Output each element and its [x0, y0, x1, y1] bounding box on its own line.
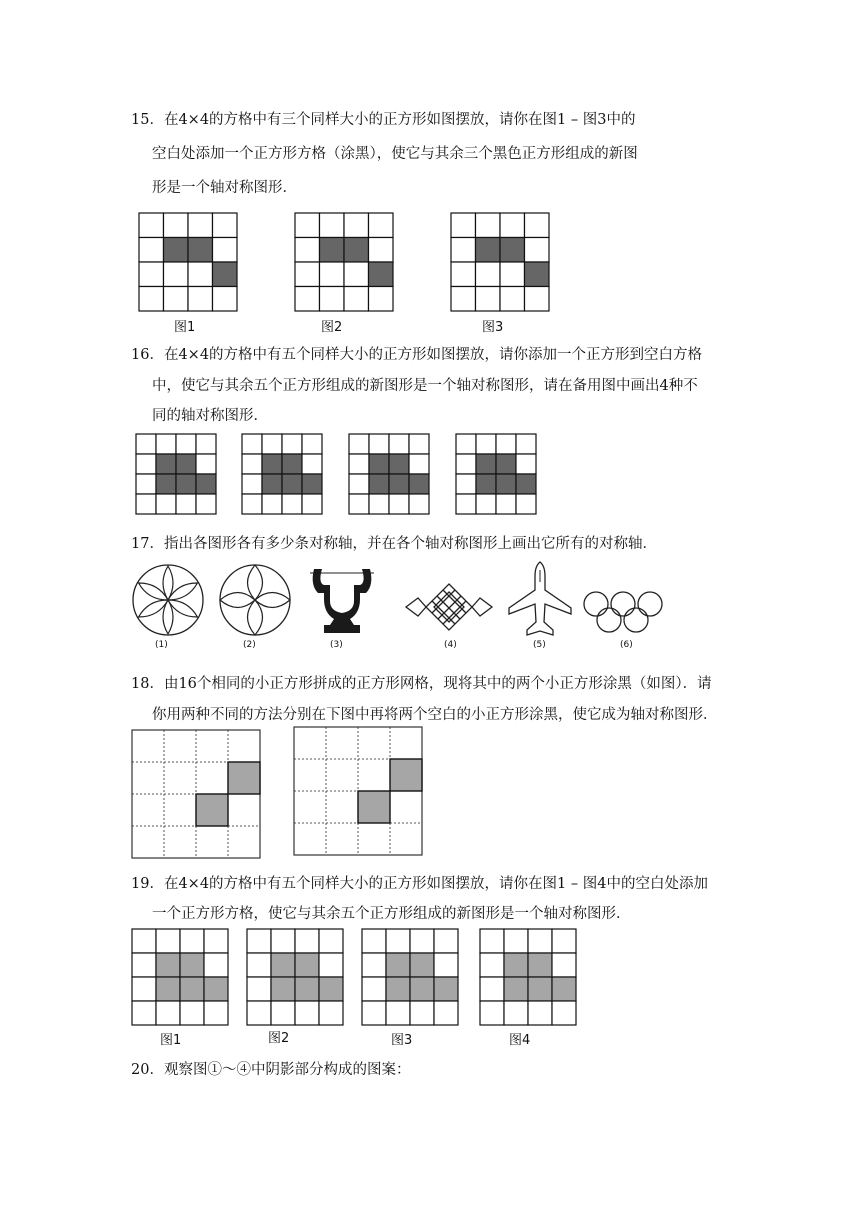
- grid-cell: [362, 929, 386, 953]
- grid-cell-shaded: [262, 454, 282, 474]
- grid-cell: [386, 1001, 410, 1025]
- grid-cell: [344, 287, 369, 312]
- grid-cell: [132, 929, 156, 953]
- q15-caption-3: 图3: [482, 320, 504, 335]
- q20-number: 20．: [131, 1062, 164, 1078]
- grid-cell: [528, 929, 552, 953]
- q17-figure-2-four-petal-flower: [218, 563, 292, 637]
- grid-cell: [434, 929, 458, 953]
- grid-cell: [139, 262, 164, 287]
- q18-figure-1: [131, 729, 261, 859]
- grid-cell: [271, 929, 295, 953]
- grid-cell-shaded: [302, 474, 322, 494]
- grid-cell-shaded: [196, 474, 216, 494]
- grid-cell-shaded: [410, 977, 434, 1001]
- grid-cell: [476, 213, 501, 238]
- q17-figure-6-five-rings: [582, 590, 666, 636]
- grid-cell: [476, 494, 496, 514]
- grid-cell-shaded: [389, 454, 409, 474]
- grid-cell: [302, 494, 322, 514]
- grid-cell: [451, 238, 476, 263]
- q19-caption-3: 图3: [391, 1033, 413, 1048]
- grid-cell: [319, 1001, 343, 1025]
- grid-cell: [480, 929, 504, 953]
- q19-caption-1: 图1: [160, 1033, 182, 1048]
- q17-figure-5-airplane: [505, 560, 575, 638]
- grid-cell: [386, 929, 410, 953]
- grid-cell: [320, 287, 345, 312]
- grid-cell-shaded: [180, 977, 204, 1001]
- grid-cell-shaded: [282, 474, 302, 494]
- grid-cell-shaded: [386, 953, 410, 977]
- grid-cell: [295, 262, 320, 287]
- grid-cell: [262, 494, 282, 514]
- q15-line2: 空白处添加一个正方形方格（涂黑），使它与其余三个黑色正方形组成的新图: [152, 146, 638, 162]
- grid-cell: [504, 929, 528, 953]
- grid-cell: [196, 454, 216, 474]
- grid-cell: [525, 287, 550, 312]
- grid-cell-shaded: [188, 238, 213, 263]
- grid-cell-shaded: [504, 977, 528, 1001]
- grid-cell: [349, 494, 369, 514]
- q19-caption-4: 图4: [509, 1033, 531, 1048]
- q17-label-3: (3): [330, 640, 343, 650]
- grid-cell: [516, 494, 536, 514]
- grid-cell: [496, 494, 516, 514]
- grid-cell: [156, 929, 180, 953]
- grid-cell: [213, 287, 238, 312]
- grid-cell: [344, 262, 369, 287]
- q15-number: 15．: [131, 112, 164, 128]
- grid-cell: [525, 213, 550, 238]
- q17-label-5: (5): [533, 640, 546, 650]
- grid-cell-shaded: [156, 474, 176, 494]
- grid-cell: [369, 238, 394, 263]
- grid-cell: [349, 434, 369, 454]
- q15-caption-1: 图1: [174, 320, 196, 335]
- grid-cell-shaded: [228, 762, 260, 794]
- grid-cell-shaded: [390, 759, 422, 791]
- grid-cell: [242, 474, 262, 494]
- q19-figure-1: [131, 928, 227, 1024]
- grid-cell: [456, 454, 476, 474]
- grid-cell: [176, 494, 196, 514]
- grid-cell-shaded: [476, 238, 501, 263]
- grid-cell-shaded: [176, 454, 196, 474]
- q17-number: 17．: [131, 536, 164, 552]
- grid-cell-shaded: [271, 977, 295, 1001]
- q17-label-4: (4): [444, 640, 457, 650]
- grid-cell: [369, 287, 394, 312]
- grid-cell: [139, 238, 164, 263]
- grid-cell: [132, 953, 156, 977]
- grid-cell-shaded: [369, 474, 389, 494]
- grid-cell: [516, 434, 536, 454]
- grid-cell: [362, 1001, 386, 1025]
- grid-cell-shaded: [344, 238, 369, 263]
- q17-line1: 17．指出各图形各有多少条对称轴，并在各个轴对称图形上画出它所有的对称轴．: [131, 536, 657, 552]
- grid-cell: [136, 494, 156, 514]
- q15-figure-2: [294, 212, 394, 312]
- grid-cell: [362, 953, 386, 977]
- grid-cell: [456, 474, 476, 494]
- grid-cell: [196, 494, 216, 514]
- grid-cell: [247, 953, 271, 977]
- grid-cell-shaded: [516, 474, 536, 494]
- grid-cell: [164, 262, 189, 287]
- grid-cell: [196, 434, 216, 454]
- grid-cell: [282, 434, 302, 454]
- grid-cell: [349, 454, 369, 474]
- grid-cell: [344, 213, 369, 238]
- grid-cell-shaded: [213, 262, 238, 287]
- grid-cell-shaded: [528, 977, 552, 1001]
- grid-cell-shaded: [410, 953, 434, 977]
- grid-cell: [552, 929, 576, 953]
- grid-cell: [480, 1001, 504, 1025]
- grid-cell: [409, 494, 429, 514]
- grid-cell: [504, 1001, 528, 1025]
- grid-cell-shaded: [319, 977, 343, 1001]
- grid-cell: [156, 1001, 180, 1025]
- grid-cell: [139, 287, 164, 312]
- grid-cell: [389, 434, 409, 454]
- grid-cell: [319, 953, 343, 977]
- q15-figure-1: [138, 212, 238, 312]
- grid-cell: [295, 929, 319, 953]
- grid-cell-shaded: [204, 977, 228, 1001]
- grid-cell: [136, 454, 156, 474]
- q19-figure-4: [479, 928, 575, 1024]
- grid-cell-shaded: [196, 794, 228, 826]
- grid-cell: [242, 434, 262, 454]
- q17-figure-1-six-petal-flower: [131, 563, 205, 637]
- grid-cell: [480, 977, 504, 1001]
- grid-cell: [188, 287, 213, 312]
- grid-cell: [389, 494, 409, 514]
- q19-caption-2: 图2: [268, 1031, 290, 1046]
- q15-line3: 形是一个轴对称图形．: [152, 180, 297, 196]
- grid-cell: [552, 1001, 576, 1025]
- grid-cell: [349, 474, 369, 494]
- grid-cell: [188, 213, 213, 238]
- grid-cell: [456, 494, 476, 514]
- grid-cell: [204, 1001, 228, 1025]
- q16-line2: 中，使它与其余五个正方形组成的新图形是一个轴对称图形，请在备用图中画出4种不: [152, 378, 698, 394]
- grid-cell: [410, 1001, 434, 1025]
- grid-cell-shaded: [176, 474, 196, 494]
- grid-cell: [164, 287, 189, 312]
- grid-cell-shaded: [358, 791, 390, 823]
- grid-cell: [500, 213, 525, 238]
- q16-figure-4: [455, 433, 537, 515]
- grid-cell: [132, 977, 156, 1001]
- grid-cell-shaded: [552, 977, 576, 1001]
- grid-cell: [295, 238, 320, 263]
- grid-cell: [528, 1001, 552, 1025]
- grid-cell-shaded: [409, 474, 429, 494]
- grid-cell: [204, 953, 228, 977]
- q15-caption-2: 图2: [321, 320, 343, 335]
- grid-cell: [247, 929, 271, 953]
- grid-cell-shaded: [504, 953, 528, 977]
- grid-cell-shaded: [389, 474, 409, 494]
- grid-cell-shaded: [282, 454, 302, 474]
- grid-cell: [410, 929, 434, 953]
- grid-cell-shaded: [369, 262, 394, 287]
- grid-cell: [164, 213, 189, 238]
- grid-cell: [320, 262, 345, 287]
- grid-cell: [295, 213, 320, 238]
- grid-cell-shaded: [434, 977, 458, 1001]
- grid-cell-shaded: [528, 953, 552, 977]
- grid-cell-shaded: [295, 977, 319, 1001]
- grid-cell: [369, 213, 394, 238]
- q16-line1: 16．在4×4的方格中有五个同样大小的正方形如图摆放，请你添加一个正方形到空白方格: [131, 347, 703, 363]
- q17-figure-3-lyre: [304, 563, 380, 639]
- grid-cell-shaded: [496, 454, 516, 474]
- grid-cell: [132, 1001, 156, 1025]
- grid-cell: [451, 262, 476, 287]
- grid-cell-shaded: [262, 474, 282, 494]
- grid-cell: [319, 929, 343, 953]
- grid-cell: [362, 977, 386, 1001]
- grid-cell: [242, 494, 262, 514]
- q16-line3: 同的轴对称图形．: [152, 408, 268, 424]
- grid-cell-shaded: [271, 953, 295, 977]
- grid-cell: [176, 434, 196, 454]
- q17-label-2: (2): [243, 640, 256, 650]
- grid-cell: [295, 287, 320, 312]
- grid-cell-shaded: [369, 454, 389, 474]
- grid-cell-shaded: [164, 238, 189, 263]
- grid-cell: [525, 238, 550, 263]
- grid-cell: [500, 262, 525, 287]
- grid-cell: [434, 953, 458, 977]
- grid-cell: [516, 454, 536, 474]
- q16-figure-1: [135, 433, 217, 515]
- grid-cell: [156, 494, 176, 514]
- grid-cell-shaded: [180, 953, 204, 977]
- grid-cell: [180, 929, 204, 953]
- grid-cell: [302, 454, 322, 474]
- q17-figure-4-chinese-knot: [404, 582, 494, 632]
- grid-cell: [302, 434, 322, 454]
- grid-cell: [369, 434, 389, 454]
- grid-cell: [320, 213, 345, 238]
- q17-label-1: (1): [155, 640, 168, 650]
- q18-line1: 18．由16个相同的小正方形拼成的正方形网格，现将其中的两个小正方形涂黑（如图）．请: [131, 676, 712, 692]
- grid-cell: [456, 434, 476, 454]
- q19-figure-3: [361, 928, 457, 1024]
- grid-cell: [247, 977, 271, 1001]
- grid-cell: [476, 287, 501, 312]
- grid-cell-shaded: [476, 454, 496, 474]
- grid-cell: [451, 287, 476, 312]
- grid-cell: [136, 434, 156, 454]
- grid-cell-shaded: [476, 474, 496, 494]
- q18-figure-2: [293, 726, 423, 856]
- grid-cell-shaded: [156, 454, 176, 474]
- grid-cell: [262, 434, 282, 454]
- grid-cell: [434, 1001, 458, 1025]
- q15-figure-3: [450, 212, 550, 312]
- grid-cell: [180, 1001, 204, 1025]
- q17-label-6: (6): [620, 640, 633, 650]
- q18-number: 18．: [131, 676, 164, 692]
- q16-figure-3: [348, 433, 430, 515]
- q19-number: 19．: [131, 876, 164, 892]
- grid-cell: [409, 434, 429, 454]
- grid-cell-shaded: [156, 977, 180, 1001]
- grid-cell: [451, 213, 476, 238]
- grid-cell: [480, 953, 504, 977]
- grid-cell-shaded: [525, 262, 550, 287]
- grid-cell: [500, 287, 525, 312]
- q15-line1: 15．在4×4的方格中有三个同样大小的正方形如图摆放，请你在图1 – 图3中的: [131, 112, 636, 128]
- grid-cell: [552, 953, 576, 977]
- grid-cell: [204, 929, 228, 953]
- q19-line2: 一个正方形方格，使它与其余五个正方形组成的新图形是一个轴对称图形．: [152, 906, 631, 922]
- grid-cell: [247, 1001, 271, 1025]
- grid-cell: [136, 474, 156, 494]
- grid-cell-shaded: [295, 953, 319, 977]
- grid-cell: [156, 434, 176, 454]
- grid-cell: [213, 213, 238, 238]
- grid-cell-shaded: [500, 238, 525, 263]
- grid-cell: [188, 262, 213, 287]
- q20-line1: 20．观察图①～④中阴影部分构成的图案：: [131, 1062, 411, 1078]
- grid-cell: [213, 238, 238, 263]
- grid-cell: [242, 454, 262, 474]
- grid-cell: [476, 434, 496, 454]
- grid-cell-shaded: [496, 474, 516, 494]
- grid-cell: [496, 434, 516, 454]
- grid-cell: [271, 1001, 295, 1025]
- q16-number: 16．: [131, 347, 164, 363]
- grid-cell: [476, 262, 501, 287]
- grid-cell: [282, 494, 302, 514]
- grid-cell: [409, 454, 429, 474]
- grid-cell: [139, 213, 164, 238]
- grid-cell-shaded: [156, 953, 180, 977]
- grid-cell-shaded: [320, 238, 345, 263]
- q19-line1: 19．在4×4的方格中有五个同样大小的正方形如图摆放，请你在图1 – 图4中的空白处添加: [131, 876, 708, 892]
- q18-line2: 你用两种不同的方法分别在下图中再将两个空白的小正方形涂黑，使它成为轴对称图形．: [152, 707, 718, 723]
- q16-figure-2: [241, 433, 323, 515]
- grid-cell-shaded: [386, 977, 410, 1001]
- grid-cell: [369, 494, 389, 514]
- grid-cell: [295, 1001, 319, 1025]
- q19-figure-2: [246, 928, 342, 1024]
